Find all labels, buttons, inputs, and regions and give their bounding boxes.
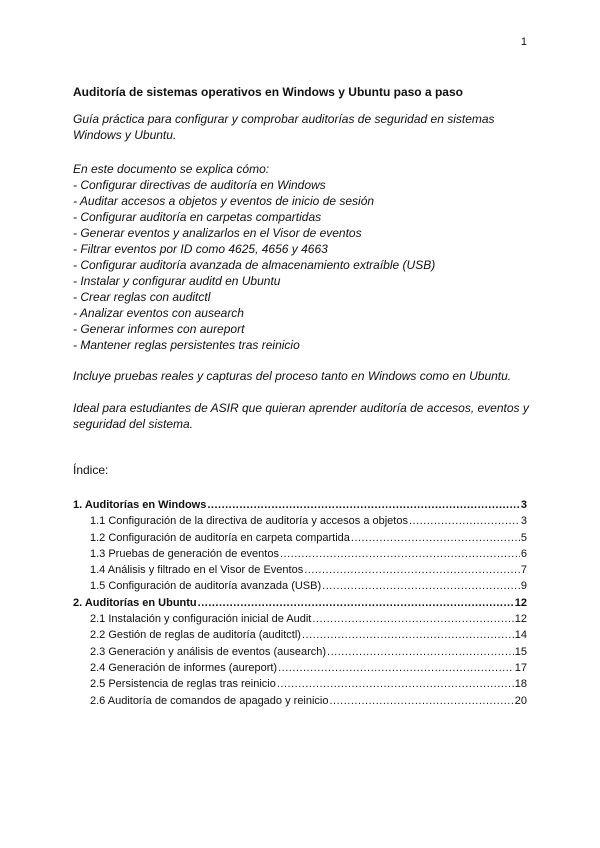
toc-entry[interactable] <box>73 580 527 596</box>
toc-entry[interactable] <box>73 646 527 662</box>
toc-entry-label: 2. Auditorías en Ubuntu <box>73 596 197 609</box>
toc-entry-label: 1.2 Configuración de auditoría en carpeta compartida <box>90 531 350 544</box>
toc-entry-label: 1.4 Análisis y filtrado en el Visor de Eventos <box>90 564 304 577</box>
toc-dot-leader <box>278 662 514 674</box>
toc-dot-leader <box>302 629 514 641</box>
toc-dot-leader <box>351 532 520 544</box>
list-item: - Analizar eventos con ausearch <box>73 306 244 320</box>
toc-entry-page: 3 <box>520 499 527 511</box>
list-item: - Generar informes con aureport <box>73 322 245 336</box>
document-subtitle: Guía práctica para configurar y comprobar auditorías de seguridad en sistemas Windows y Ubuntu. <box>73 112 495 142</box>
feature-list <box>73 177 435 353</box>
toc-entry[interactable] <box>73 532 527 548</box>
toc-entry[interactable] <box>73 499 527 515</box>
toc-entry-page: 17 <box>514 661 527 674</box>
toc-dot-leader <box>327 646 514 658</box>
toc-entry[interactable] <box>73 662 527 678</box>
list-item: - Filtrar eventos por ID como 4625, 4656 y 4663 <box>73 242 328 256</box>
toc-dot-leader <box>280 548 520 560</box>
toc-dot-leader <box>277 678 514 690</box>
toc-dot-leader <box>330 695 514 707</box>
toc-entry[interactable] <box>73 597 527 613</box>
toc-entry-label: 1.1 Configuración de la directiva de auditoría y accesos a objetos <box>90 515 408 528</box>
list-item: - Mantener reglas persistentes tras reinicio <box>73 338 300 352</box>
intro-text: En este documento se explica cómo: <box>73 162 270 176</box>
toc-entry[interactable] <box>73 564 527 580</box>
toc-entry-page: 14 <box>514 629 527 642</box>
note-audience: Ideal para estudiantes de ASIR que quieran aprender auditoría de accesos, eventos y seguridad del sistema. <box>73 401 529 431</box>
toc-entry-page: 5 <box>520 531 527 544</box>
list-item: - Crear reglas con auditctl <box>73 290 211 304</box>
toc-dot-leader <box>409 515 520 527</box>
toc-entry[interactable] <box>73 548 527 564</box>
toc-entry-page: 15 <box>514 645 527 658</box>
toc-entry[interactable] <box>73 678 527 694</box>
toc-entry-page: 3 <box>520 515 527 528</box>
toc-entry-label: 1.3 Pruebas de generación de eventos <box>90 547 279 560</box>
toc-entry-label: 2.2 Gestión de reglas de auditoría (auditctl) <box>90 629 301 642</box>
note-tests: Incluye pruebas reales y capturas del proceso tanto en Windows como en Ubuntu. <box>73 369 512 383</box>
list-item: - Configurar auditoría en carpetas compartidas <box>73 210 322 224</box>
list-item: - Configurar auditoría avanzada de almacenamiento extraíble (USB) <box>73 258 436 272</box>
toc-entry-page: 20 <box>514 694 527 707</box>
list-item: - Instalar y configurar auditd en Ubuntu <box>73 274 281 288</box>
list-item: - Configurar directivas de auditoría en Windows <box>73 178 326 192</box>
toc-entry-label: 2.1 Instalación y configuración inicial de Audit <box>90 613 312 626</box>
toc-entry-page: 12 <box>514 613 527 626</box>
toc-entry-label: 2.4 Generación de informes (aureport) <box>90 661 278 674</box>
toc-entry-label: 2.6 Auditoría de comandos de apagado y reinicio <box>90 694 329 707</box>
list-item: - Auditar accesos a objetos y eventos de inicio de sesión <box>73 194 375 208</box>
toc-entry[interactable] <box>73 695 527 711</box>
toc-entry[interactable] <box>73 613 527 629</box>
toc-dot-leader <box>322 580 520 592</box>
table-of-contents <box>73 499 527 711</box>
toc-entry-page: 12 <box>514 596 527 609</box>
toc-entry-page: 7 <box>520 564 527 577</box>
document-title: Auditoría de sistemas operativos en Windows y Ubuntu paso a paso <box>73 85 463 99</box>
intro-block <box>73 161 435 353</box>
toc-dot-leader <box>312 613 513 625</box>
toc-entry-label: 2.3 Generación y análisis de eventos (ausearch) <box>90 645 327 658</box>
toc-dot-leader <box>304 564 520 576</box>
toc-entry-label: 1. Auditorías en Windows <box>73 499 207 511</box>
toc-entry-label: 1.5 Configuración de auditoría avanzada (USB) <box>90 580 322 593</box>
toc-entry-page: 18 <box>514 678 527 691</box>
toc-entry-page: 6 <box>520 547 527 560</box>
page-number: 1 <box>520 36 527 48</box>
index-heading: Índice: <box>73 463 109 477</box>
toc-dot-leader <box>207 499 520 511</box>
toc-entry[interactable] <box>73 515 527 531</box>
toc-entry-page: 9 <box>520 580 527 593</box>
toc-entry-label: 2.5 Persistencia de reglas tras reinicio <box>90 678 276 691</box>
toc-entry[interactable] <box>73 629 527 645</box>
toc-dot-leader <box>198 597 514 609</box>
list-item: - Generar eventos y analizarlos en el Visor de eventos <box>73 226 362 240</box>
